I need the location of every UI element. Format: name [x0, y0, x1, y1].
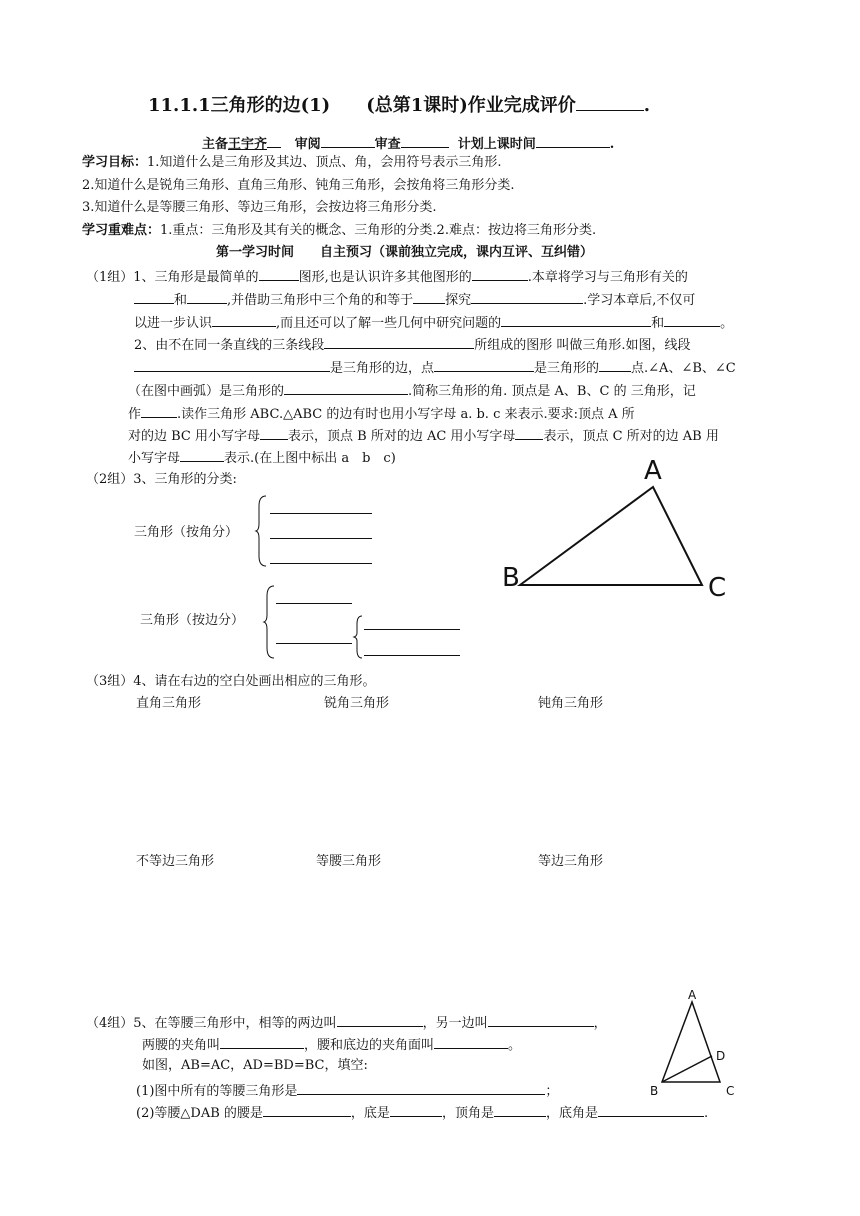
q1-l2c: 探究: [445, 293, 472, 308]
q1-line1: [86, 266, 688, 287]
q1-line2: [134, 289, 695, 310]
by-side-brace: [264, 584, 276, 660]
q5-l4a: (1)图中所有的等腰三角形是: [136, 1084, 298, 1099]
q5-line3: 如图，AB=AC，AD=BD=BC，填空:: [142, 1058, 368, 1073]
q2-l6a: 小写字母: [128, 451, 181, 466]
q2-l3b: .简称三角形的角. 顶点是 A、B、C 的 三角形，记: [408, 384, 696, 399]
meta-end: .: [609, 137, 615, 152]
q2-l2a: 是三角形的边，点: [330, 361, 435, 376]
blank[interactable]: [260, 425, 288, 440]
q5-line2: [142, 1034, 521, 1055]
q2-line2: [134, 357, 736, 378]
q2-line6: [128, 447, 396, 468]
objective-3: 3.知道什么是等腰三角形、等边三角形，会按边将三角形分类.: [82, 200, 437, 215]
objective-1: [82, 154, 502, 172]
q2-l2b: 是三角形的: [534, 361, 600, 376]
blank[interactable]: [220, 1034, 304, 1049]
blank[interactable]: [263, 1102, 351, 1117]
q2-l1b: 所组成的图形 叫做三角形.如图，线段: [474, 338, 691, 353]
q2-l1a: 2、由不在同一条直线的三条线段: [134, 338, 325, 353]
by-angle-brace: [256, 494, 268, 568]
obtuse-blank[interactable]: [270, 563, 372, 564]
meta-shenyue: 审阅: [294, 137, 321, 152]
objectives-label: 学习目标：: [82, 155, 148, 170]
right-blank[interactable]: [270, 538, 372, 539]
q1-l2b: ,并借助三角形中三个角的和等于: [227, 293, 414, 308]
q2-l2c: 点.∠A、∠B、∠C: [631, 361, 736, 376]
q5-l5a: (2)等腰△DAB 的腰是: [136, 1106, 263, 1121]
blank[interactable]: [134, 289, 174, 304]
isosceles-triangle-label: 等腰三角形: [316, 854, 382, 869]
isosceles-blank[interactable]: [276, 643, 352, 644]
blank[interactable]: [337, 1012, 423, 1027]
q5-l1c: ，: [593, 1016, 607, 1031]
blank[interactable]: [471, 289, 583, 304]
blank[interactable]: [599, 357, 631, 372]
blank[interactable]: [598, 1102, 704, 1117]
q2-line1: [134, 334, 691, 355]
blank[interactable]: [501, 312, 651, 327]
obtuse-triangle-label: 钝角三角形: [538, 696, 604, 711]
fig2-vertex-d: D: [716, 1049, 726, 1063]
blank[interactable]: [434, 357, 534, 372]
blank[interactable]: [187, 289, 227, 304]
q2-line4: [128, 403, 635, 424]
q5-l4b: ；: [545, 1084, 559, 1099]
vertex-c-label: C: [708, 573, 727, 603]
objective-2: 2.知道什么是锐角三角形、直角三角形、钝角三角形，会按角将三角形分类.: [82, 178, 515, 193]
q5-l1b: ，另一边叫: [422, 1016, 488, 1031]
fig2-vertex-a: A: [688, 988, 697, 1002]
blank[interactable]: [515, 425, 543, 440]
base-leg-unequal-blank[interactable]: [364, 629, 460, 630]
q5-line4: [136, 1080, 558, 1101]
q1-l1a: 1、三角形是最简单的: [133, 270, 259, 285]
q2-l3a: （在图中画弧）是三角形的: [128, 384, 285, 399]
scalene-blank[interactable]: [276, 603, 352, 604]
triangle-abc-figure: [500, 456, 730, 612]
q5-l5d: ，底角是: [545, 1106, 598, 1121]
shenyue-blank[interactable]: [321, 133, 375, 148]
blank[interactable]: [212, 312, 276, 327]
q2-l6b: 表示.(在上图中标出 a b c): [224, 451, 396, 466]
blank[interactable]: [494, 1102, 546, 1117]
q2-l4a: 作: [128, 407, 142, 422]
by-side-label: 三角形（按边分）: [140, 613, 245, 628]
q4-text: 4、请在右边的空白处画出相应的三角形。: [133, 674, 376, 689]
q5-l5e: .: [703, 1106, 709, 1121]
blank[interactable]: [390, 1102, 442, 1117]
evaluation-blank[interactable]: [576, 96, 644, 111]
blank[interactable]: [180, 447, 224, 462]
blank[interactable]: [434, 1034, 508, 1049]
q1-group: （1组）: [86, 270, 134, 285]
equilateral-triangle-label: 等边三角形: [538, 854, 604, 869]
blank[interactable]: [324, 334, 474, 349]
meta-plan: 计划上课时间: [457, 137, 536, 152]
q5-l5c: ，顶角是: [441, 1106, 494, 1121]
q1-l3c: 和: [651, 316, 665, 331]
q1-l2d: .学习本章后,不仅可: [583, 293, 696, 308]
q1-l1c: .本章将学习与三角形有关的: [527, 270, 688, 285]
blank[interactable]: [141, 403, 177, 418]
objective-item1: 1.知道什么是三角形及其边、顶点、角，会用符号表示三角形.: [147, 155, 502, 170]
q5-l1a: 5、在等腰三角形中，相等的两边叫: [133, 1016, 337, 1031]
meta-line: [202, 133, 614, 154]
q3-line: [86, 471, 237, 489]
sub-brace: [354, 614, 364, 660]
q2-line3: [128, 380, 696, 401]
page-title: [148, 94, 650, 118]
acute-blank[interactable]: [270, 513, 372, 514]
q2-l5a: 对的边 BC 用小写字母: [128, 429, 261, 444]
q4-line: [86, 673, 376, 691]
q1-l2a: 和: [174, 293, 188, 308]
q5-line1: [86, 1012, 607, 1033]
q1-l3d: 。: [720, 316, 734, 331]
blank[interactable]: [284, 380, 408, 395]
acute-triangle-label: 锐角三角形: [324, 696, 390, 711]
q5-l5b: ，底是: [350, 1106, 390, 1121]
q1-line3: [134, 312, 733, 333]
title-end: .: [643, 95, 651, 116]
q4-group: （3组）: [86, 674, 134, 689]
right-triangle-label: 直角三角形: [136, 696, 202, 711]
key-points: [82, 222, 596, 240]
q5-line5: [136, 1102, 708, 1123]
by-angle-label: 三角形（按角分）: [134, 525, 239, 540]
q1-l3a: 以进一步认识: [134, 316, 213, 331]
title-text: 11.1.1三角形的边(1) (总第1课时)作业完成评价: [148, 95, 576, 116]
blank[interactable]: [134, 357, 330, 372]
key-points-text: 1.重点：三角形及其有关的概念、三角形的分类.2.难点：按边将三角形分类.: [160, 223, 597, 238]
vertex-a-label: A: [644, 456, 662, 486]
blank[interactable]: [472, 266, 528, 281]
q5-l2b: ，腰和底边的夹角面叫: [304, 1038, 435, 1053]
fig2-vertex-b: B: [650, 1084, 659, 1098]
q1-l1b: 图形,也是认识许多其他图形的: [298, 270, 472, 285]
meta-zhubei: 主备: [202, 137, 229, 152]
section-heading: 第一学习时间 自主预习（课前独立完成，课内互评、互纠错）: [216, 245, 594, 260]
blank[interactable]: [297, 1080, 545, 1095]
meta-author: 王宇齐: [228, 137, 268, 152]
q1-l3b: ,而且还可以了解一些几何中研究问题的: [276, 316, 502, 331]
key-points-label: 学习重难点：: [82, 223, 161, 238]
equilateral-blank[interactable]: [364, 655, 460, 656]
plan-blank[interactable]: [536, 133, 610, 148]
q2-l4b: .读作三角形 ABC.△ABC 的边有时也用小写字母 a. b. c 来表示.要求:顶点 A 所: [177, 407, 635, 422]
q2-l5c: 表示，顶点 C 所对的边 AB 用: [543, 429, 719, 444]
blank[interactable]: [259, 266, 299, 281]
q2-line5: [128, 425, 719, 446]
blank[interactable]: [664, 312, 720, 327]
q2-l5b: 表示，顶点 B 所对的边 AC 用小写字母: [288, 429, 516, 444]
q3-text: 3、三角形的分类:: [133, 472, 237, 487]
shencha-blank[interactable]: [401, 133, 449, 148]
blank[interactable]: [488, 1012, 594, 1027]
q5-group: （4组）: [86, 1016, 134, 1031]
scalene-triangle-label: 不等边三角形: [136, 854, 215, 869]
author-blank: [267, 133, 281, 148]
vertex-b-label: B: [502, 563, 520, 593]
meta-shencha: 审查: [374, 137, 401, 152]
fig2-vertex-c: C: [726, 1084, 735, 1098]
q5-l2c: 。: [508, 1038, 522, 1053]
blank[interactable]: [413, 289, 445, 304]
q5-l2a: 两腰的夹角叫: [142, 1038, 221, 1053]
q3-group: （2组）: [86, 472, 134, 487]
